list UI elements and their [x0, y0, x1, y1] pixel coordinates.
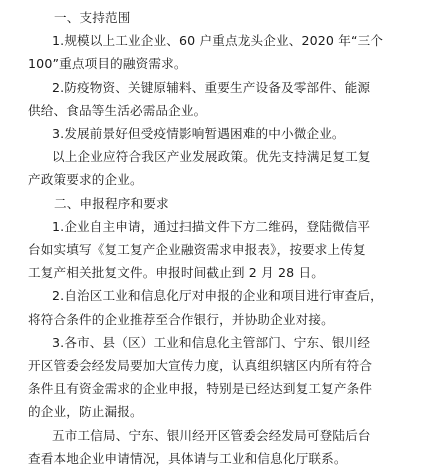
paragraph-scope-item-3 [24, 122, 434, 145]
paragraph-line: 100”重点项目的融资需求。 [28, 56, 187, 72]
paragraph-procedure-item-2 [24, 284, 434, 330]
paragraph-line: 将符合条件的企业推荐至合作银行，并协助企业对接。 [28, 311, 334, 327]
paragraph-line: 条件且有资金需求的企业申报，特别是已经达到复工复产条件 [28, 381, 373, 397]
paragraph-procedure-note [24, 424, 434, 470]
paragraph-scope-item-2 [24, 76, 434, 122]
paragraph-line: 3.发展前景好但受疫情影响暂遇困难的中小微企业。 [52, 126, 345, 142]
paragraph-scope-item-1 [24, 29, 434, 75]
section-heading-support-scope: 一、支持范围 [54, 10, 131, 25]
paragraph-line: 1.企业自主申请，通过扫描文件下方二维码，登陆微信平 [52, 218, 371, 234]
paragraph-procedure-item-1 [24, 215, 434, 285]
paragraph-line: 台如实填写《复工复产企业融资需求申报表》，按要求上传复 [28, 242, 366, 258]
paragraph-line: 产政策要求的企业。 [28, 172, 143, 188]
paragraph-line: 3.各市、县（区）工业和信息化主管部门、宁东、银川经 [52, 334, 371, 350]
paragraph-line: 五市工信局、宁东、银川经开区管委会经发局可登陆后台 [52, 427, 371, 443]
paragraph-line: 1.规模以上工业企业、60 户重点龙头企业、2020 年“三个 [52, 33, 384, 49]
paragraph-line: 以上企业应符合我区产业发展政策。优先支持满足复工复 [52, 149, 371, 165]
paragraph-line: 2.自治区工业和信息化厅对申报的企业和项目进行审查后， [52, 288, 383, 304]
paragraph-line: 的企业，防止漏报。 [28, 404, 143, 420]
section-heading-procedure: 二、申报程序和要求 [54, 195, 169, 211]
paragraph-line: 供给、食品等生活必需品企业。 [28, 102, 207, 118]
paragraph-line: 查看本地企业申请情况，具体请与工业和信息化厅联系。 [28, 450, 347, 466]
paragraph-procedure-item-3 [24, 331, 434, 424]
paragraph-scope-note [24, 145, 434, 191]
paragraph-line: 开区管委会经发局要加大宣传力度，认真组织辖区内所有符合 [28, 358, 373, 374]
paragraph-line: 2.防疫物资、关键原辅料、重要生产设备及零部件、能源 [52, 79, 371, 95]
paragraph-line: 工复产相关批复文件。申报时间截止到 2 月 28 日。 [28, 265, 324, 281]
